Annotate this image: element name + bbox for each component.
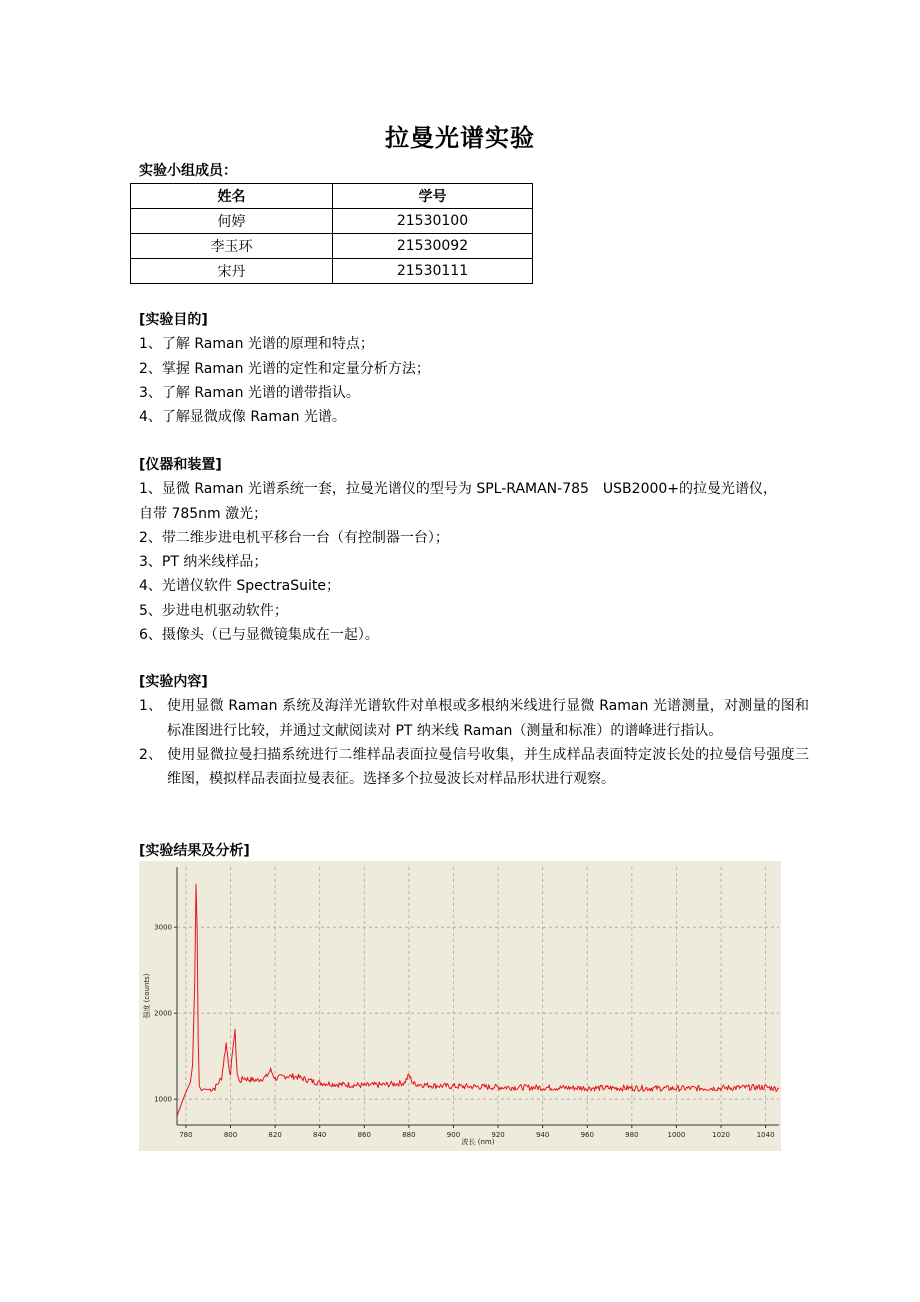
y-tick-label: 1000: [154, 1095, 172, 1104]
x-tick-label: 880: [402, 1131, 416, 1139]
list-item: 5、步进电机驱动软件；: [139, 602, 288, 619]
x-tick-label: 920: [491, 1131, 505, 1139]
members-label: 实验小组成员：: [139, 163, 237, 179]
raman-spectrum-chart: [139, 861, 781, 1151]
spectrum-line: [177, 884, 779, 1116]
y-tick-label: 2000: [154, 1009, 172, 1018]
list-item: 6、摄像头（已与显微镜集成在一起）。: [139, 627, 379, 644]
chart-svg: [139, 861, 781, 1151]
list-item: 3、PT 纳米线样品；: [139, 554, 268, 571]
column-header-id: 学号: [333, 184, 533, 209]
column-header-name: 姓名: [131, 184, 333, 209]
member-id: 21530111: [333, 259, 533, 284]
x-axis-label: 波长 (nm): [461, 1138, 495, 1146]
x-tick-label: 900: [446, 1131, 461, 1139]
table-row: [131, 209, 533, 234]
x-tick-label: 980: [625, 1131, 639, 1139]
list-item: 2、掌握 Raman 光谱的定性和定量分析方法；: [139, 360, 430, 377]
y-tick-label: 3000: [154, 923, 172, 932]
section-heading: [实验目的]: [139, 312, 208, 328]
list-item: 4、了解显微成像 Raman 光谱。: [139, 409, 346, 426]
results-section: [139, 839, 250, 863]
table-row: [131, 234, 533, 259]
x-tick-label: 860: [357, 1131, 371, 1139]
list-item: 1、了解 Raman 光谱的原理和特点；: [139, 336, 374, 353]
document-title: 拉曼光谱实验: [385, 124, 535, 152]
list-item: 2、带二维步进电机平移台一台（有控制器一台）；: [139, 529, 449, 546]
y-axis-label: 强度 (counts): [143, 973, 151, 1019]
x-tick-label: 1040: [756, 1131, 775, 1139]
table-row: [131, 259, 533, 284]
list-item: 1、显微 Raman 光谱系统一套，拉曼光谱仪的型号为 SPL-RAMAN-785 USB2000+的拉曼光谱仪，自带 785nm 激光；: [139, 481, 778, 522]
list-item: 3、了解 Raman 光谱的谱带指认。: [139, 384, 360, 401]
x-tick-label: 820: [268, 1131, 282, 1139]
section-heading: [仪器和装置]: [139, 457, 222, 473]
list-item: 1、 使用显微 Raman 系统及海洋光谱软件对单根或多根纳米线进行显微 Raman 光谱测量，对测量的图和标准图进行比较，并通过文献阅读对 PT 纳米线 Raman（测量和标准）的谱峰进行指认。: [139, 698, 809, 739]
members-table: [130, 183, 533, 284]
member-name: 李玉环: [131, 234, 333, 259]
x-tick-label: 940: [535, 1131, 550, 1139]
member-name: 何婷: [131, 209, 333, 234]
section-heading: [实验结果及分析]: [139, 843, 250, 859]
equipment-section: [139, 453, 781, 647]
list-item: 2、 使用显微拉曼扫描系统进行二维样品表面拉曼信号收集，并生成样品表面特定波长处的拉曼信号强度三维图，模拟样品表面拉曼表征。选择多个拉曼波长对样品形状进行观察。: [139, 746, 809, 788]
x-tick-label: 780: [179, 1131, 193, 1139]
member-name: 宋丹: [131, 259, 333, 284]
x-tick-label: 960: [580, 1131, 594, 1139]
x-tick-label: 840: [313, 1131, 327, 1139]
section-heading: [实验内容]: [139, 674, 208, 690]
member-id: 21530092: [333, 234, 533, 259]
x-tick-label: 800: [223, 1131, 238, 1139]
table-header-row: [131, 184, 533, 209]
x-tick-label: 1000: [667, 1131, 686, 1139]
member-id: 21530100: [333, 209, 533, 234]
purpose-section: [139, 308, 430, 429]
x-tick-label: 1020: [712, 1131, 730, 1139]
content-section: [139, 670, 809, 791]
list-item: 4、光谱仪软件 SpectraSuite；: [139, 578, 341, 595]
